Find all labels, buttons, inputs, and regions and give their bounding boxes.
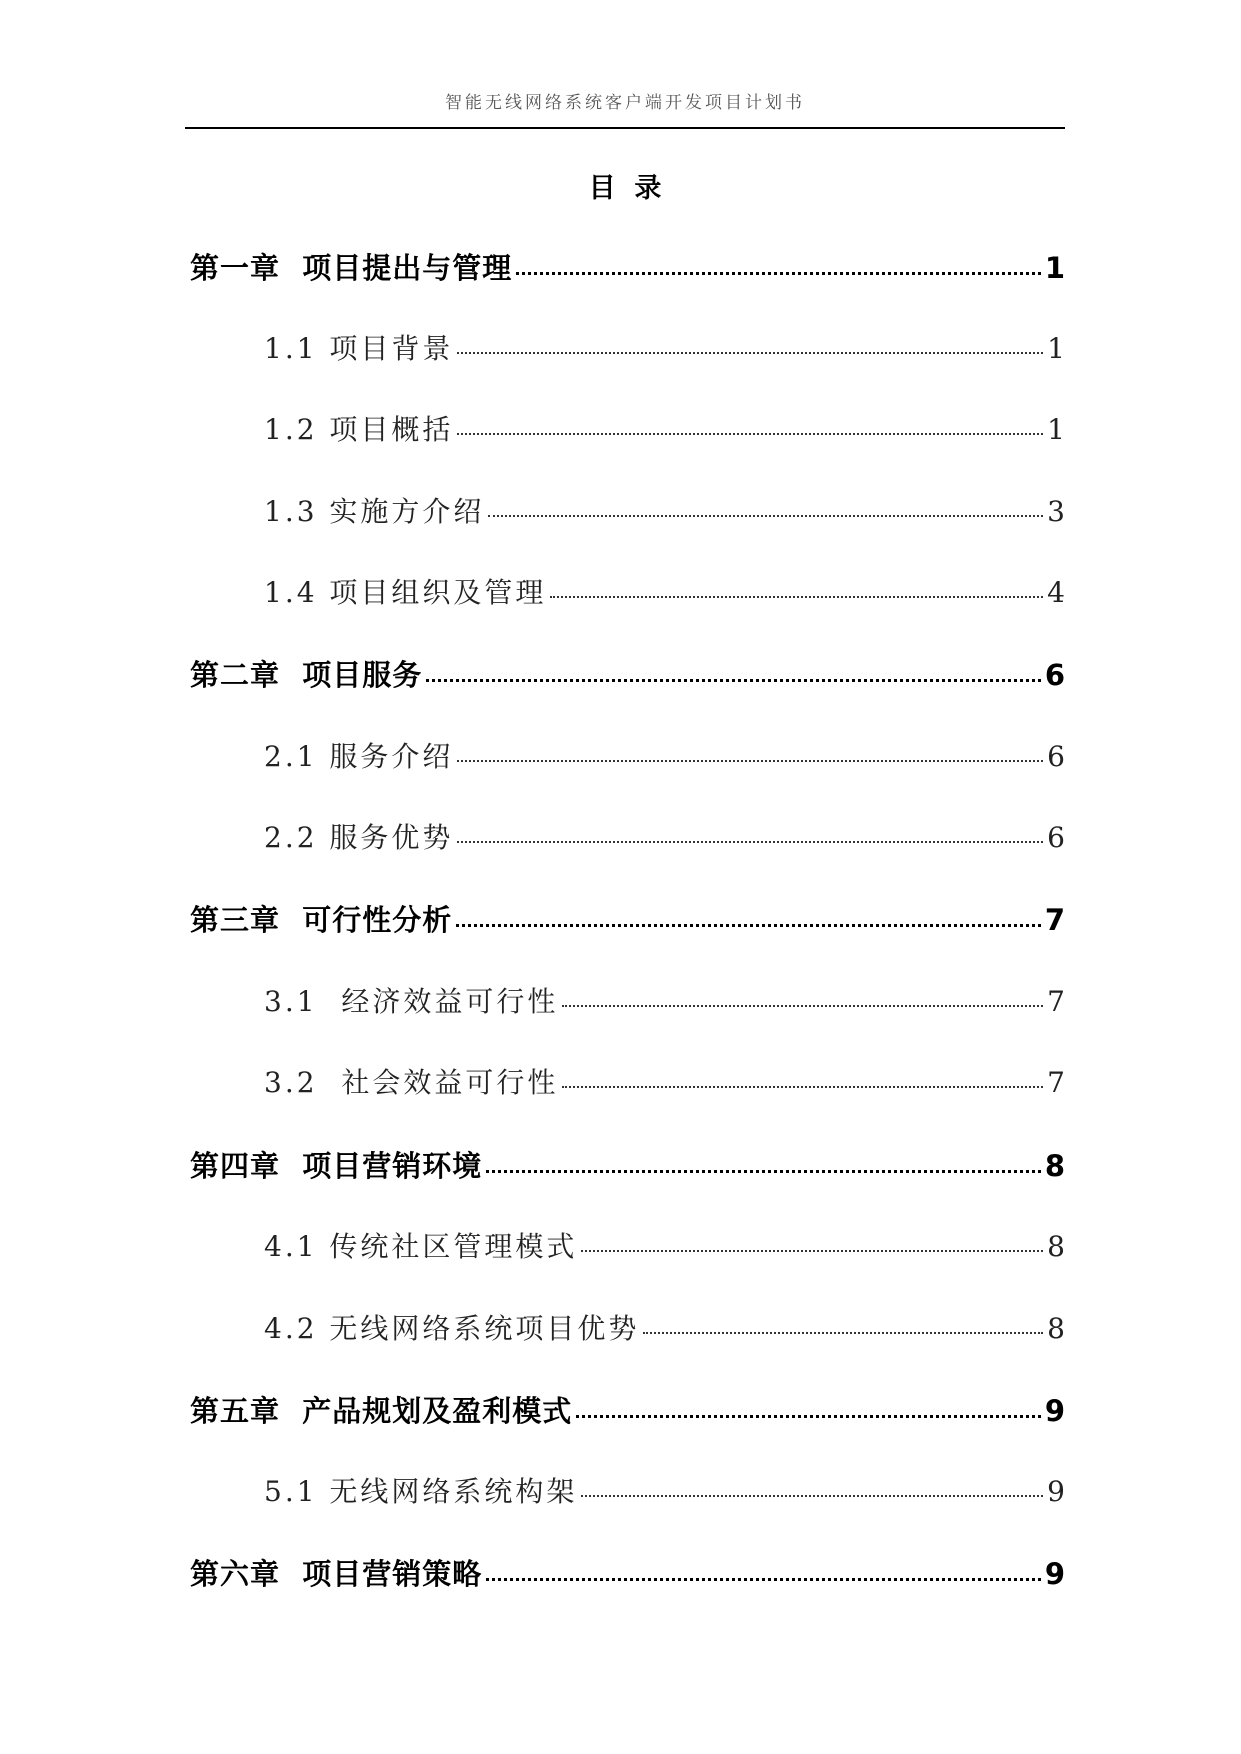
toc-chapter-1[interactable] [190,246,1065,287]
dot-leader [457,352,1043,354]
dot-leader [550,596,1043,598]
dot-leader [456,924,1041,927]
dot-leader [516,272,1041,275]
toc-page-number: 6 [1047,740,1065,773]
toc-section-3-1[interactable] [264,980,1065,1020]
toc-page-number: 1 [1044,251,1065,285]
dot-leader [562,1086,1043,1088]
toc-page-number: 6 [1047,821,1065,854]
dot-leader [581,1495,1043,1497]
toc-chapter-6[interactable] [190,1552,1065,1593]
dot-leader [488,515,1043,517]
toc-section-2-1[interactable] [264,735,1065,775]
dot-leader [457,760,1043,762]
toc-page-number: 7 [1047,1066,1065,1099]
toc-entry-label: 第五章 产品规划及盈利模式 [190,1394,573,1428]
toc-entry-label: 1.2 项目概括 [264,413,454,446]
toc-page-number: 7 [1047,985,1065,1018]
toc-entry-label: 第二章 项目服务 [190,658,423,692]
toc-section-4-2[interactable] [264,1307,1065,1347]
toc-chapter-2[interactable] [190,653,1065,694]
toc-page-number: 1 [1047,332,1065,365]
toc-entry-label: 1.1 项目背景 [264,332,454,365]
toc-page-number: 9 [1044,1557,1065,1591]
toc-section-3-2[interactable] [264,1061,1065,1101]
toc-chapter-5[interactable] [190,1389,1065,1430]
toc-entry-label: 4.2 无线网络系统项目优势 [264,1312,640,1345]
toc-page-number: 8 [1047,1312,1065,1345]
dot-leader [581,1250,1043,1252]
toc-section-1-2[interactable] [264,408,1065,448]
toc-entry-label: 3.2 社会效益可行性 [264,1066,559,1099]
dot-leader [426,679,1041,682]
toc-entry-label: 2.2 服务优势 [264,821,454,854]
dot-leader [486,1170,1041,1173]
toc-entry-label: 第四章 项目营销环境 [190,1149,483,1183]
toc-entry-label: 第三章 可行性分析 [190,903,453,937]
toc-page-number: 9 [1047,1475,1065,1508]
toc-section-4-1[interactable] [264,1225,1065,1265]
toc-entry-label: 5.1 无线网络系统构架 [264,1475,578,1508]
dot-leader [576,1415,1041,1418]
dot-leader [486,1578,1041,1581]
toc-page-number: 3 [1047,495,1065,528]
toc-page-number: 4 [1047,576,1065,609]
toc-page-number: 8 [1044,1149,1065,1183]
toc-entry-label: 第六章 项目营销策略 [190,1557,483,1591]
toc-chapter-3[interactable] [190,898,1065,939]
dot-leader [457,433,1043,435]
toc-page-number: 9 [1044,1394,1065,1428]
toc-entry-label: 3.1 经济效益可行性 [264,985,559,1018]
toc-section-1-4[interactable] [264,571,1065,611]
running-header: 智能无线网络系统客户端开发项目计划书 [445,93,805,113]
toc-entry-label: 1.3 实施方介绍 [264,495,485,528]
toc-chapter-4[interactable] [190,1144,1065,1185]
toc-entry-label: 2.1 服务介绍 [264,740,454,773]
toc-page-number: 6 [1044,658,1065,692]
toc-page-number: 7 [1044,903,1065,937]
toc-title: 目 录 [588,173,662,204]
toc-entry-label: 4.1 传统社区管理模式 [264,1230,578,1263]
toc-entry-label: 第一章 项目提出与管理 [190,251,513,285]
toc-entry-label: 1.4 项目组织及管理 [264,576,547,609]
toc-page-number: 1 [1047,413,1065,446]
toc-page-number: 8 [1047,1230,1065,1263]
dot-leader [562,1005,1043,1007]
toc-section-1-1[interactable] [264,327,1065,367]
dot-leader [457,841,1043,843]
dot-leader [643,1332,1043,1334]
toc-section-5-1[interactable] [264,1470,1065,1510]
toc-section-2-2[interactable] [264,816,1065,856]
toc-section-1-3[interactable] [264,490,1065,530]
